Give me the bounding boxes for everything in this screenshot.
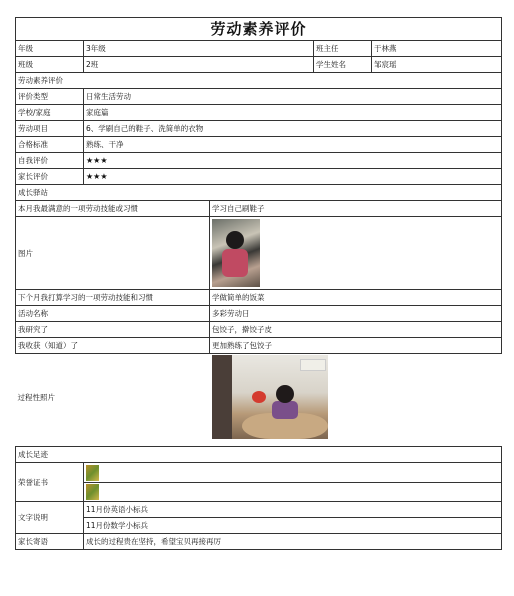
table-row — [16, 534, 502, 550]
student-label: 学生姓名 — [314, 57, 372, 73]
self-eval-stars: ★★★ — [84, 153, 502, 169]
table-row — [16, 502, 502, 518]
table-row — [16, 153, 502, 169]
activity-label: 活动名称 — [16, 306, 210, 322]
text-note-1: 11月份英语小标兵 — [84, 502, 502, 518]
table-row — [16, 354, 502, 441]
studied-value: 包饺子，擀饺子皮 — [210, 322, 502, 338]
teacher-label: 班主任 — [314, 41, 372, 57]
process-photo-label: 过程性照片 — [17, 392, 55, 402]
text-note-2: 11月份数学小标兵 — [84, 518, 502, 534]
class-label: 班级 — [16, 57, 84, 73]
scope-label: 学校/家庭 — [16, 105, 84, 121]
grade-value: 3年级 — [84, 41, 314, 57]
table-row — [16, 518, 502, 534]
honor-cert-1 — [84, 463, 502, 483]
page-title: 劳动素养评价 — [16, 18, 502, 41]
student-value: 邹宸瑶 — [372, 57, 502, 73]
table-row — [16, 41, 502, 57]
satisfied-value: 学习自己刷鞋子 — [210, 201, 502, 217]
section-evaluation: 劳动素养评价 — [16, 73, 502, 89]
certificate-thumbnail — [86, 465, 99, 481]
activity-value: 多彩劳动日 — [210, 306, 502, 322]
table-row — [16, 463, 502, 483]
table-row — [16, 322, 502, 338]
table-row — [16, 338, 502, 354]
satisfied-label: 本月我最满意的一项劳动技能或习惯 — [16, 201, 210, 217]
growth-table — [15, 184, 502, 440]
section-growth: 成长驿站 — [16, 185, 502, 201]
dumpling-making-photo — [212, 355, 328, 439]
studied-label: 我研究了 — [16, 322, 210, 338]
photo-cell — [210, 217, 502, 290]
table-row — [16, 105, 502, 121]
table-row — [16, 306, 502, 322]
standard-value: 熟练、干净 — [84, 137, 502, 153]
table-row — [16, 121, 502, 137]
grade-label: 年级 — [16, 41, 84, 57]
parent-message-value: 成长的过程贵在坚持，希望宝贝再接再厉 — [84, 534, 502, 550]
table-row — [16, 137, 502, 153]
teacher-value: 于林燕 — [372, 41, 502, 57]
evaluation-sheet — [15, 17, 501, 550]
parent-eval-label: 家长评价 — [16, 169, 84, 185]
honor-cert-2 — [84, 482, 502, 502]
parent-message-label: 家长寄语 — [16, 534, 84, 550]
class-value: 2班 — [84, 57, 314, 73]
item-label: 劳动项目 — [16, 121, 84, 137]
self-eval-label: 自我评价 — [16, 153, 84, 169]
gain-label: 我收获（知道）了 — [16, 338, 210, 354]
type-value: 日常生活劳动 — [84, 89, 502, 105]
table-row — [16, 201, 502, 217]
table-row — [16, 482, 502, 502]
type-label: 评价类型 — [16, 89, 84, 105]
table-row — [16, 169, 502, 185]
section-footprint: 成长足迹 — [16, 447, 502, 463]
text-label: 文字说明 — [16, 502, 84, 534]
table-row — [16, 217, 502, 290]
table-row — [16, 89, 502, 105]
table-row — [16, 57, 502, 73]
certificate-thumbnail — [86, 484, 99, 500]
scope-value: 家庭篇 — [84, 105, 502, 121]
footprint-table — [15, 446, 502, 550]
item-value: 6、学刷自己的鞋子、洗简单的衣物 — [84, 121, 502, 137]
standard-label: 合格标准 — [16, 137, 84, 153]
honor-label: 荣誉证书 — [16, 463, 84, 502]
header-table — [15, 17, 502, 73]
parent-eval-stars: ★★★ — [84, 169, 502, 185]
photo-label: 图片 — [16, 217, 210, 290]
process-photo-cell — [210, 354, 502, 441]
plan-value: 学做简单的饭菜 — [210, 290, 502, 306]
shoe-brushing-photo — [212, 219, 260, 287]
gain-value: 更加熟练了包饺子 — [210, 338, 502, 354]
plan-label: 下个月我打算学习的一项劳动技能和习惯 — [16, 290, 210, 306]
table-row — [16, 290, 502, 306]
evaluation-table — [15, 72, 502, 185]
